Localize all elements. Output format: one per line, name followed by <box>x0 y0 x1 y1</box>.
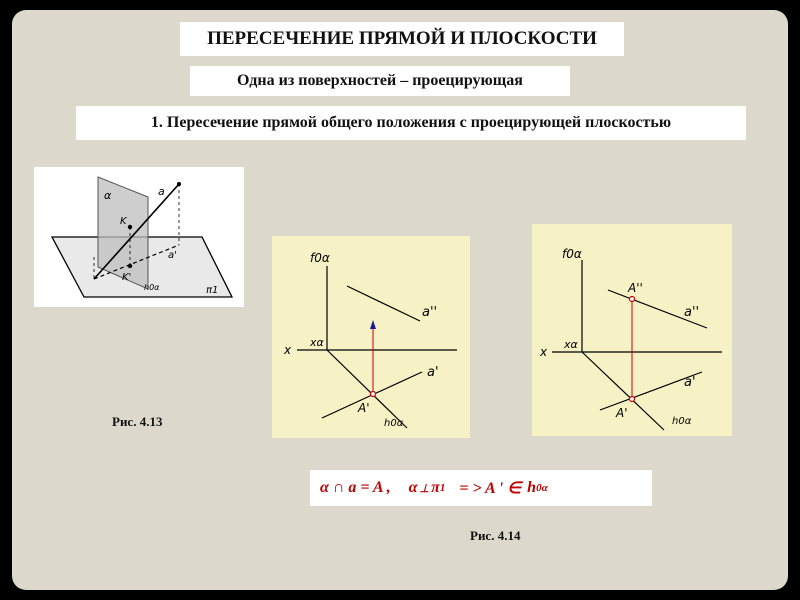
line-a-dprime <box>347 286 420 321</box>
formula-h: h <box>527 479 537 496</box>
label-A-prime: A' <box>358 401 370 415</box>
label-x-alpha: xα <box>310 336 324 349</box>
figure-epure-a <box>272 236 470 438</box>
formula <box>310 470 652 506</box>
label-a-prime: a' <box>427 365 439 380</box>
label-a-dprime: a'' <box>684 305 700 320</box>
label-h-trace: h0α <box>672 416 692 427</box>
figure-epure-b <box>532 224 732 436</box>
label-x: x <box>284 343 292 357</box>
formula-pi-sub: 1 <box>439 482 446 494</box>
label-a-prime: a' <box>168 250 177 261</box>
trace-h0a <box>327 350 407 428</box>
label-pi1: π1 <box>206 285 219 296</box>
case-heading: 1. Пересечение прямой общего положения с проецирующей плоскостью <box>76 106 746 140</box>
label-x-alpha: xα <box>564 338 578 351</box>
label-a-prime: a' <box>684 375 696 390</box>
arrow-up-icon <box>370 320 376 329</box>
point-a-dprime <box>630 297 635 302</box>
formula-h-sub: 0α <box>536 482 548 494</box>
figure-3d <box>34 167 244 307</box>
point-k-prime <box>128 264 132 268</box>
label-k: K <box>120 216 127 227</box>
slide-subtitle: Одна из поверхностей – проецирующая <box>190 66 570 96</box>
label-a: a <box>158 185 165 198</box>
point-k <box>128 225 132 229</box>
label-a-dprime: a'' <box>422 305 438 320</box>
label-x: x <box>540 345 548 359</box>
figure-epure-b-drawing <box>532 224 732 436</box>
formula-alpha: α <box>408 479 418 496</box>
label-k-prime: K' <box>122 272 132 283</box>
formula-part3: = > A ' ∈ <box>459 480 522 497</box>
caption-fig-4-13: Рис. 4.13 <box>112 414 163 429</box>
label-f-trace: f0α <box>310 251 330 265</box>
label-f-trace: f0α <box>562 247 582 261</box>
label-A-prime: A' <box>616 406 628 420</box>
point-a-prime <box>371 392 376 397</box>
caption-fig-4-14: Рис. 4.14 <box>470 528 521 543</box>
slide-title: ПЕРЕСЕЧЕНИЕ ПРЯМОЙ И ПЛОСКОСТИ <box>180 22 624 56</box>
formula-part1: α ∩ a = A , <box>320 479 391 496</box>
figure-epure-a-drawing <box>272 236 470 438</box>
label-h-trace: h0α <box>384 418 404 429</box>
label-A-dprime: A'' <box>628 281 643 295</box>
point-end <box>177 182 181 186</box>
formula-pi: π <box>431 479 440 496</box>
formula-perp: ⊥ <box>419 482 430 495</box>
label-h-trace: h0α <box>144 283 160 292</box>
figure-3d-drawing <box>34 167 244 307</box>
label-alpha: α <box>104 189 112 202</box>
point-a-prime <box>630 397 635 402</box>
